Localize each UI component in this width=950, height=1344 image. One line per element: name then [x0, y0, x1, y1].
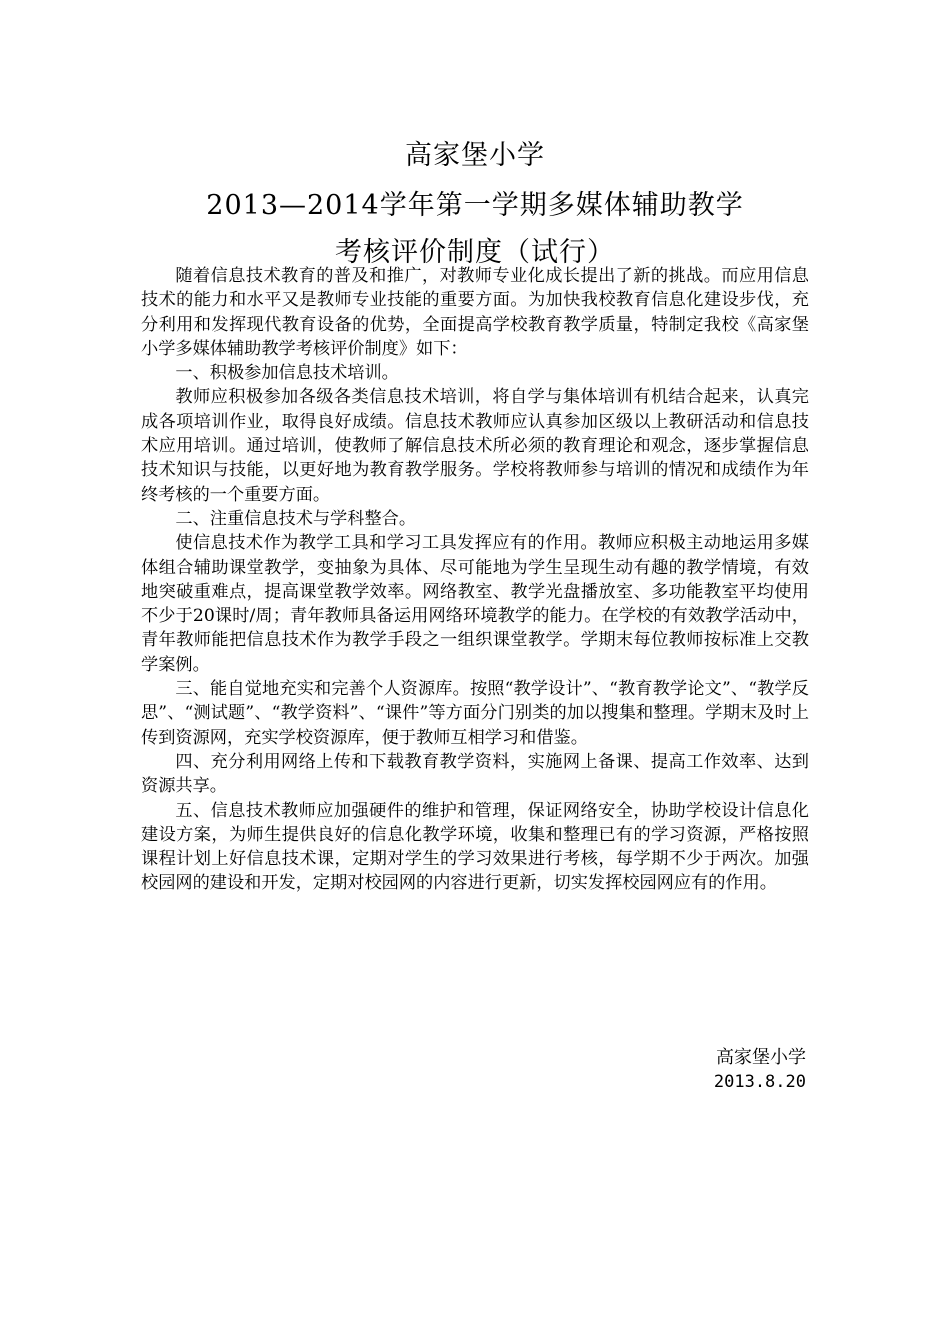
- document-title-school: 高家堡小学: [405, 140, 545, 171]
- document-title-term: 2013—2014学年第一学期多媒体辅助教学: [206, 190, 744, 221]
- intro-paragraph: 随着信息技术教育的普及和推广，对教师专业化成长提出了新的挑战。而应用信息技术的能力和水平又是教师专业技能的重要方面。为加快我校教育信息化建设步伐，充分利用和发挥现代教育设备的优势，全面提高学校教育教学质量，特制定我校《高家堡小学多媒体辅助教学考核评价制度》如下：: [141, 266, 809, 359]
- document-body: [141, 264, 809, 896]
- section-body-1: 教师应积极参加各级各类信息技术培训，将自学与集体培训有机结合起来，认真完成各项培训作业，取得良好成绩。信息技术教师应认真参加区级以上教研活动和信息技术应用培训。通过培训，使教师了解信息技术所必须的教育理论和观念，逐步掌握信息技术知识与技能，以更好地为教育教学服务。学校将教师参与培训的情况和成绩作为年终考核的一个重要方面。: [141, 387, 809, 505]
- signature-organization: 高家堡小学: [716, 1047, 806, 1068]
- section-4-paragraph: 四、充分利用网络上传和下载教育教学资料，实施网上备课、提高工作效率、达到资源共享。: [141, 751, 809, 797]
- section-heading-1: 一、积极参加信息技术培训。: [175, 363, 399, 384]
- signature-block: [714, 1045, 806, 1095]
- signature-date: 2013.8.20: [713, 1072, 806, 1092]
- section-5-paragraph: 五、信息技术教师应加强硬件的维护和管理，保证网络安全，协助学校设计信息化建设方案，为师生提供良好的信息化教学环境，收集和整理已有的学习资源，严格按照课程计划上好信息技术课，定期对学生的学习效果进行考核，每学期不少于两次。加强校园网的建设和开发，定期对校园网的内容进行更新，切实发挥校园网应有的作用。: [141, 800, 809, 894]
- section-3-paragraph: 三、能自觉地充实和完善个人资源库。按照“教学设计”、“教育教学论文”、“教学反思”、“测试题”、“教学资料”、“课件”等方面分门别类的加以搜集和整理。学期末及时上传到资源网，充实学校资源库，便于教师互相学习和借鉴。: [141, 679, 809, 748]
- document-title-policy: 考核评价制度（试行）: [335, 237, 615, 268]
- section-body-2: 使信息技术作为教学工具和学习工具发挥应有的作用。教师应积极主动地运用多媒体组合辅助课堂教学，变抽象为具体、尽可能地为学生呈现生动有趣的教学情境，有效地突破重难点，提高课堂教学效率。网络教室、教学光盘播放室、多功能教室平均使用不少于20课时/周；青年教师具备运用网络环境教学的能力。在学校的有效教学活动中，青年教师能把信息技术作为教学手段之一组织课堂教学。学期末每位教师按标准上交教学案例。: [141, 533, 809, 675]
- section-heading-2: 二、注重信息技术与学科整合。: [175, 508, 417, 529]
